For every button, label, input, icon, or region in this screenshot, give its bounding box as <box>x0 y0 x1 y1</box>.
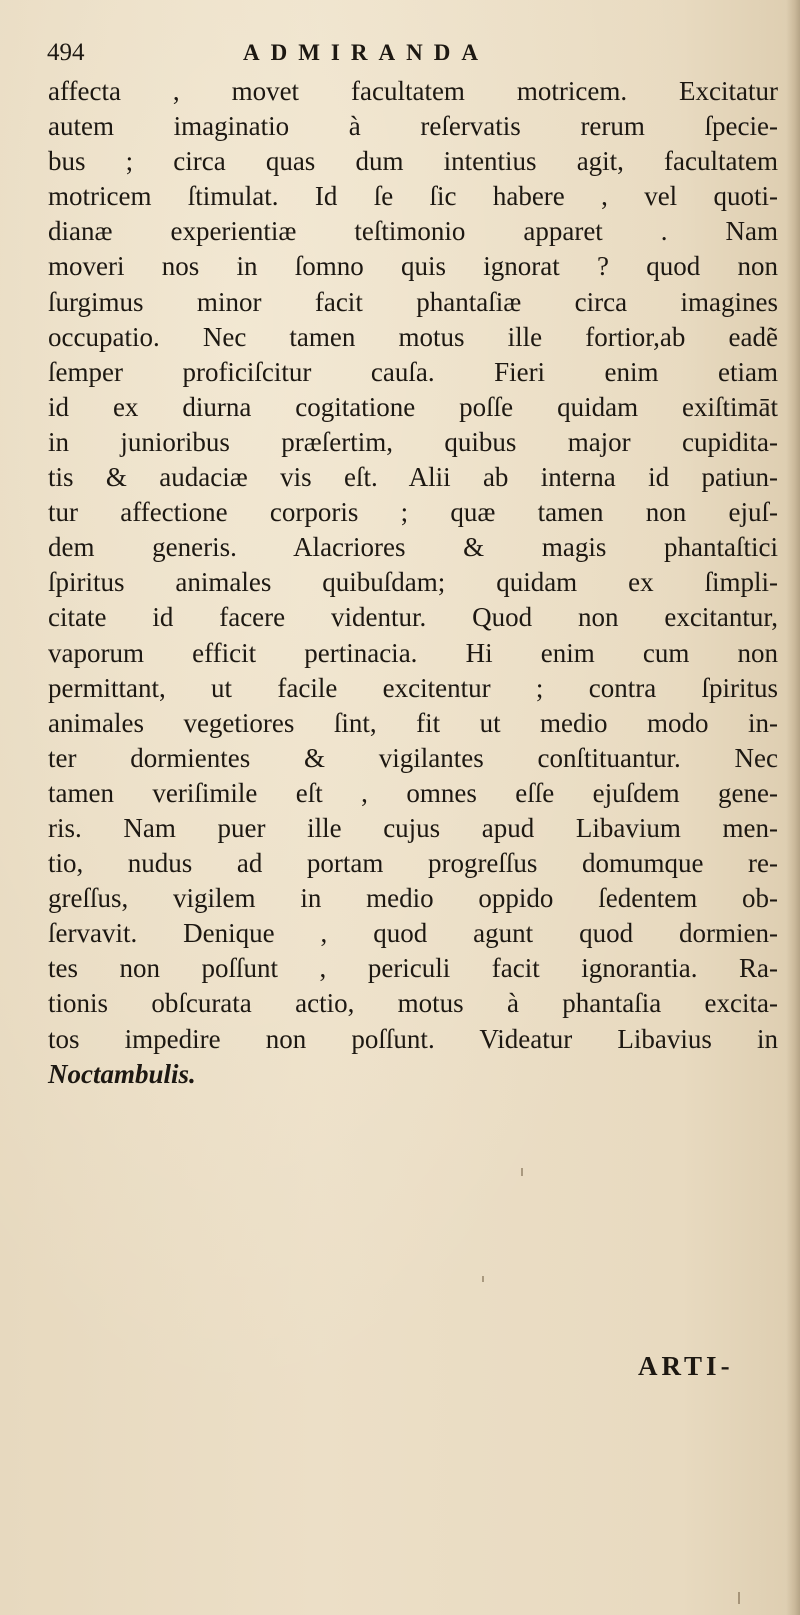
text-line: ris. Nam puer ille cujus apud Libavium men- <box>48 812 778 843</box>
paper-speck <box>521 1168 523 1176</box>
text-line: citate id facere videntur. Quod non excitantur, <box>48 602 778 633</box>
text-line: animales vegetiores ſint, fit ut medio modo in- <box>48 707 778 738</box>
text-line: dianæ experientiæ teſtimonio apparet . Nam <box>48 216 778 247</box>
text-line: bus ; circa quas dum intentius agit, facultatem <box>48 146 778 177</box>
text-line: occupatio. Nec tamen motus ille fortior,ab eadẽ <box>48 321 778 352</box>
text-line: tis & audaciæ vis eſt. Alii ab interna id patiun- <box>48 462 778 493</box>
text-line: id ex diurna cogitatione poſſe quidam exiſtimāt <box>48 391 778 422</box>
text-line: tos impedire non poſſunt. Videatur Libavius in <box>48 1023 778 1054</box>
page-gutter-shadow <box>786 0 800 1615</box>
paper-speck <box>738 1592 740 1604</box>
text-line: ſurgimus minor facit phantaſiæ circa imagines <box>48 286 778 317</box>
text-line: tur affectione corporis ; quæ tamen non ejuſ- <box>48 497 778 528</box>
text-line: ſemper proficiſcitur cauſa. Fieri enim etiam <box>48 356 778 387</box>
paper-speck <box>482 1276 484 1282</box>
text-line: affecta , movet facultatem motricem. Excitatur <box>48 76 778 106</box>
running-head: ADMIRANDA <box>243 40 489 65</box>
text-line: motricem ſtimulat. Id ſe ſic habere , vel quoti- <box>48 181 778 212</box>
page-header <box>47 30 587 70</box>
text-line: autem imaginatio à reſervatis rerum ſpecie- <box>48 111 778 142</box>
text-line: moveri nos in ſomno quis ignorat ? quod non <box>48 251 778 282</box>
text-line: in junioribus præſertim, quibus major cupidita- <box>48 426 778 457</box>
text-line: greſſus, vigilem in medio oppido ſedentem ob- <box>48 883 778 914</box>
text-line: tio, nudus ad portam progreſſus domumque re- <box>48 848 778 879</box>
text-line: tamen veriſimile eſt , omnes eſſe ejuſdem gene- <box>48 777 778 808</box>
text-line: dem generis. Alacriores & magis phantaſtici <box>48 532 778 563</box>
text-line-final: Noctambulis. <box>48 1058 196 1089</box>
page-number: 494 <box>47 39 85 66</box>
text-line: tes non poſſunt , periculi facit ignorantia. Ra- <box>48 953 778 984</box>
text-line: vaporum efficit pertinacia. Hi enim cum non <box>48 637 778 668</box>
body-text <box>48 74 778 1092</box>
catchword: ARTI- <box>638 1351 734 1381</box>
text-line: ter dormientes & vigilantes conſtituantur. Nec <box>48 742 778 773</box>
text-line: ſpiritus animales quibuſdam; quidam ex ſimpli- <box>48 567 778 598</box>
text-line: permittant, ut facile excitentur ; contra ſpiritus <box>48 672 778 703</box>
text-line: tionis obſcurata actio, motus à phantaſia excita- <box>48 988 778 1019</box>
text-line: ſervavit. Denique , quod agunt quod dormien- <box>48 918 778 949</box>
